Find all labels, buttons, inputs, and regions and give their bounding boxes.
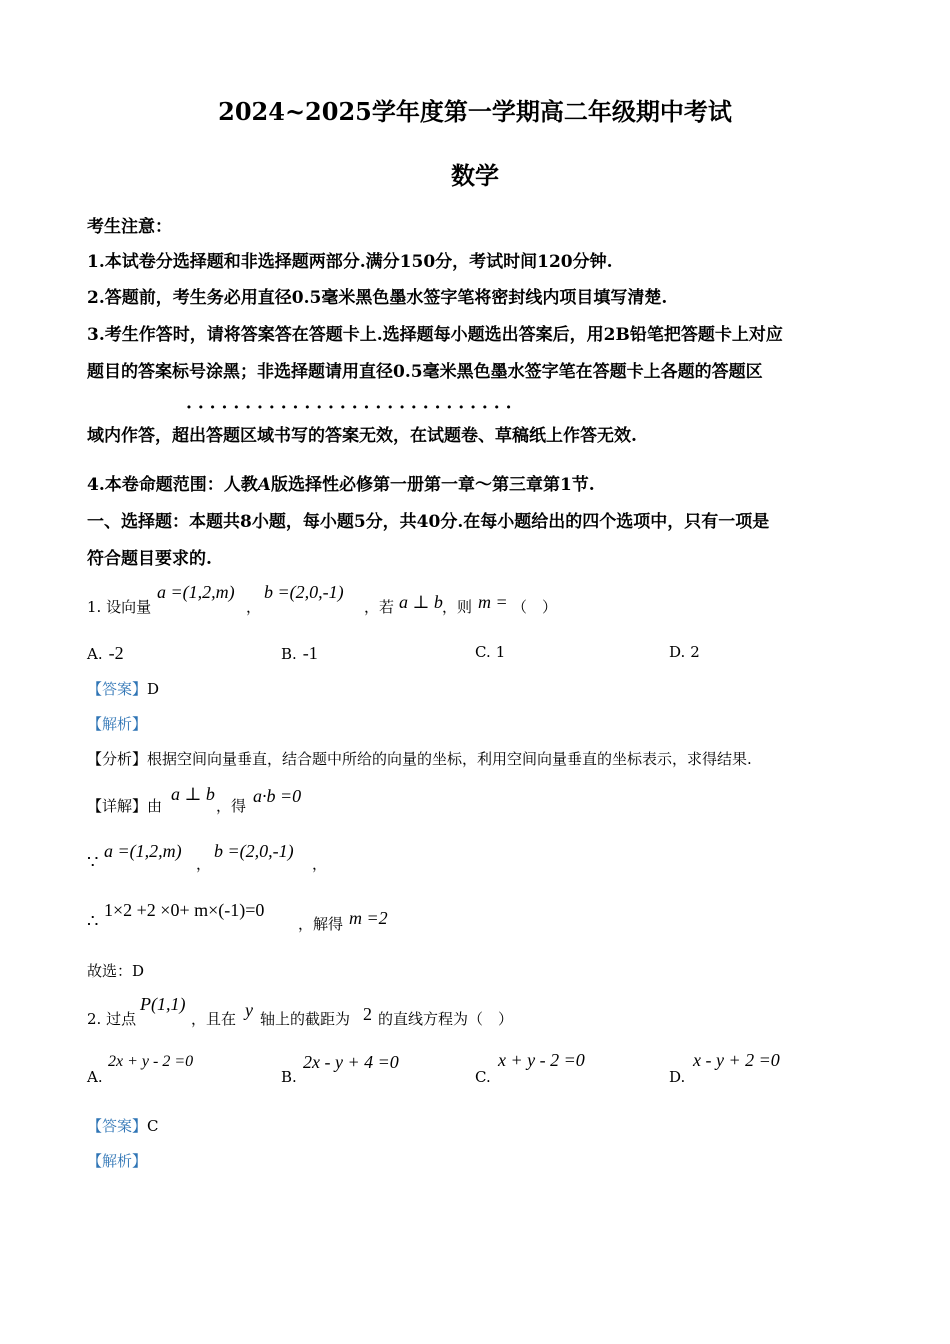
exam-title: 2024~2025学年度第一学期高二年级期中考试 [218, 97, 732, 126]
q2-option-d-value[interactable]: x - y + 2 =0 [693, 1050, 780, 1070]
section-1-line-2: 符合题目要求的. [87, 549, 212, 569]
q1-choose: 故选：D [87, 962, 145, 980]
q1-option-b-label: B. [281, 645, 297, 663]
q2-answer [87, 1115, 159, 1136]
notice-item-4-edition: A [257, 475, 271, 495]
q1-option-c[interactable] [475, 643, 505, 661]
q1-option-d-label: D. [669, 643, 686, 661]
q1-fenxi-text: 根据空间向量垂直，结合题中所给的向量的坐标，利用空间向量垂直的坐标表示，求得结果. [147, 750, 752, 768]
q2-prefix: 2. 过点 [87, 1010, 137, 1028]
q1-therefore-sep: ，解得 [298, 915, 344, 933]
notice-item-4-prefix: 4.本卷命题范围：人教 [87, 475, 258, 495]
q1-fenxi-tag: 【分析】 [87, 750, 148, 768]
q2-option-c-label[interactable]: C. [475, 1068, 491, 1086]
q1-because-end: ， [312, 855, 328, 873]
q1-answer-tag: 【答案】 [87, 680, 148, 698]
subject-title: 数学 [451, 161, 499, 190]
q1-because-sep: ， [196, 855, 212, 873]
q1-option-c-value: 1 [495, 643, 506, 661]
q2-option-b-value[interactable]: 2x - y + 4 =0 [303, 1052, 399, 1072]
notice-item-3-line-2: 题目的答案标号涂黑；非选择题请用直径0.5毫米黑色墨水签字笔在答题卡上各题的答题区 [87, 362, 763, 382]
q1-detail-de: ，得 [216, 797, 247, 815]
notice-item-3-line-1: 3.考生作答时，请将答案答在答题卡上.选择题每小题选出答案后，用2B铅笔把答题卡上对应 [87, 325, 783, 345]
q1-sep-3: ，则 [442, 598, 473, 616]
q1-option-b-value: -1 [302, 643, 318, 663]
q1-paren: （ ） [512, 598, 558, 616]
q2-mid-1: ，且在 [191, 1010, 237, 1028]
q2-suffix: 的直线方程为（ ） [378, 1010, 514, 1028]
q1-prefix: 1. 设向量 [87, 598, 152, 616]
q2-option-d-label[interactable]: D. [669, 1068, 686, 1086]
q1-sep-1: ， [246, 598, 262, 616]
q1-option-a[interactable] [87, 643, 124, 664]
notice-heading: 考生注意： [87, 217, 172, 237]
q1-option-d-value: 2 [690, 643, 700, 661]
q2-mid-2: 轴上的截距为 [260, 1010, 351, 1028]
notice-item-4-suffix: 版选择性必修第一册第一章～第三章第1节. [270, 475, 595, 495]
q2-point: P(1,1) [140, 994, 186, 1014]
q1-condition: a ⊥ b [399, 592, 443, 612]
q1-detail-tag [87, 795, 162, 816]
q1-fenxi [87, 748, 752, 769]
q1-ask: m = [478, 592, 508, 612]
q1-analysis-tag: 【解析】 [87, 715, 148, 733]
q2-axis: y [245, 1000, 253, 1020]
q1-option-a-label: A. [87, 645, 103, 663]
q1-because-a: a =(1,2,m) [104, 841, 182, 861]
q1-detail-condition: a ⊥ b [171, 784, 215, 804]
q1-option-b[interactable] [281, 643, 318, 664]
q1-therefore-equation: 1×2 +2 ×0+ m×(-1)=0 [104, 900, 265, 920]
q1-detail-tag-label: 【详解】 [87, 797, 148, 815]
q2-value: 2 [363, 1004, 372, 1024]
q1-sep-2: ，若 [364, 598, 395, 616]
emphasis-dots: · · · · · · · · · · · · · · · · · · · · · · · · · · · · [186, 398, 512, 418]
q2-option-a-label[interactable]: A. [87, 1068, 103, 1086]
q1-answer-value: D [147, 680, 160, 698]
section-1-line-1: 一、选择题：本题共8小题，每小题5分，共40分.在每小题给出的四个选项中，只有一项是 [87, 512, 770, 532]
q2-option-a-value[interactable]: 2x + y - 2 =0 [108, 1053, 194, 1070]
notice-item-1: 1.本试卷分选择题和非选择题两部分.满分150分，考试时间120分钟. [87, 252, 613, 272]
because-symbol: ∵ [87, 852, 99, 873]
q1-because-b: b =(2,0,-1) [214, 841, 294, 861]
therefore-symbol: ∴ [87, 911, 99, 932]
q1-therefore-result: m =2 [349, 908, 388, 928]
q1-detail-you: 由 [147, 797, 163, 815]
q1-answer [87, 678, 159, 699]
q2-analysis-tag: 【解析】 [87, 1152, 148, 1170]
q2-answer-value: C [147, 1117, 159, 1135]
notice-item-4 [87, 470, 595, 495]
q1-vector-a: a =(1,2,m) [157, 582, 235, 602]
q2-answer-tag: 【答案】 [87, 1117, 148, 1135]
q2-option-c-value[interactable]: x + y - 2 =0 [498, 1050, 585, 1070]
q1-option-a-value: -2 [108, 643, 124, 663]
q2-option-b-label[interactable]: B. [281, 1068, 297, 1086]
notice-item-3-line-3: 域内作答，超出答题区域书写的答案无效，在试题卷、草稿纸上作答无效. [87, 426, 637, 446]
q1-option-d[interactable] [669, 643, 700, 661]
q1-vector-b: b =(2,0,-1) [264, 582, 344, 602]
notice-item-2: 2.答题前，考生务必用直径0.5毫米黑色墨水签字笔将密封线内项目填写清楚. [87, 288, 668, 308]
q1-detail-dot: a·b =0 [253, 786, 302, 806]
q1-option-c-label: C. [475, 643, 491, 661]
